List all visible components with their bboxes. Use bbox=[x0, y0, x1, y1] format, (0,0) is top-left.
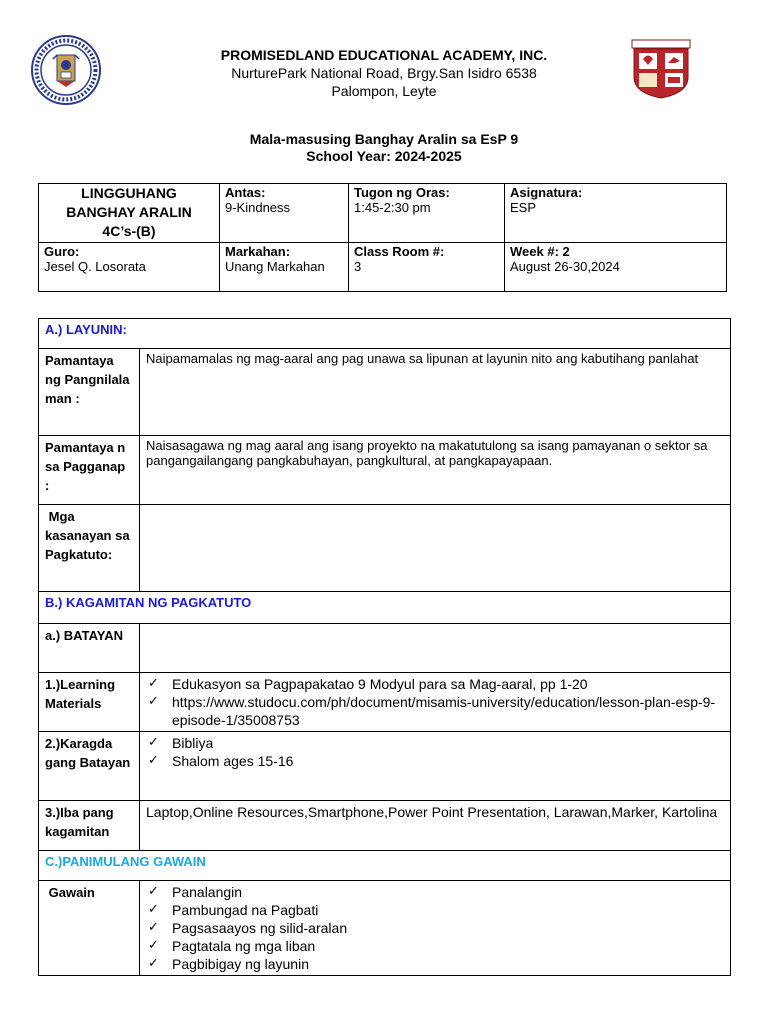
section-b-title: B.) KAGAMITAN NG PAGKATUTO bbox=[39, 592, 731, 624]
antas-label: Antas: bbox=[225, 185, 266, 200]
gawain-label: Gawain bbox=[39, 881, 140, 976]
markahan-label: Markahan: bbox=[225, 244, 291, 259]
section-b-row bbox=[39, 592, 731, 624]
learning-materials-list bbox=[146, 675, 724, 729]
iba-pang-kagamitan-row bbox=[39, 801, 731, 851]
week-label: Week #: 2 bbox=[510, 244, 570, 259]
karagdagang-list bbox=[146, 734, 724, 770]
section-a-title: A.) LAYUNIN: bbox=[39, 319, 731, 349]
plan-title-line1: Mala-masusing Banghay Aralin sa EsP 9 bbox=[249, 131, 519, 147]
antas-cell bbox=[220, 184, 349, 243]
section-c-row bbox=[39, 851, 731, 881]
plan-type-line3: 4C’s-(B) bbox=[102, 223, 156, 239]
batayan-row bbox=[39, 624, 731, 673]
asignatura-label: Asignatura: bbox=[510, 185, 583, 200]
plan-type-cell bbox=[39, 184, 220, 243]
layunin-row-value: Naipamamalas ng mag-aaral ang pag unawa sa lipunan at layunin nito ang kabutihang panlahat bbox=[140, 349, 731, 436]
school-name: PROMISEDLAND EDUCATIONAL ACADEMY, INC. bbox=[220, 47, 548, 63]
lesson-plan-table bbox=[38, 318, 731, 976]
week-value: August 26-30,2024 bbox=[510, 259, 620, 274]
classroom-cell bbox=[349, 243, 505, 292]
antas-value: 9-Kindness bbox=[225, 200, 291, 215]
tugon-label: Tugon ng Oras: bbox=[354, 185, 450, 200]
section-a-row bbox=[39, 319, 731, 349]
asignatura-cell bbox=[505, 184, 727, 243]
layunin-row bbox=[39, 505, 731, 592]
plan-title-line2: School Year: 2024-2025 bbox=[306, 148, 462, 164]
list-item: ✓ https://www.studocu.com/ph/document/misamis-university/education/lesson-plan-esp-9-episode-1/35008753 bbox=[146, 693, 724, 729]
plan-info-table bbox=[38, 183, 727, 292]
karagdagang-row bbox=[39, 732, 731, 801]
list-item: ✓ Pambungad na Pagbati bbox=[146, 901, 724, 919]
plan-title bbox=[0, 131, 768, 165]
list-item: ✓ Pagtatala ng mga liban bbox=[146, 937, 724, 955]
batayan-value bbox=[140, 624, 731, 673]
classroom-value: 3 bbox=[354, 259, 362, 274]
list-item: ✓ Bibliya bbox=[146, 734, 724, 752]
layunin-row-label: Mga kasanayan sa Pagkatuto: bbox=[39, 505, 140, 592]
layunin-row-label: Pamantaya ng Pangnilala man : bbox=[39, 349, 140, 436]
guro-label: Guro: bbox=[44, 244, 80, 259]
list-item: ✓ Pagbibigay ng layunin bbox=[146, 955, 724, 973]
guro-value: Jesel Q. Losorata bbox=[44, 259, 146, 274]
layunin-row bbox=[39, 349, 731, 436]
tugon-cell bbox=[349, 184, 505, 243]
info-row-1 bbox=[39, 184, 727, 243]
tugon-value: 1:45-2:30 pm bbox=[354, 200, 431, 215]
gawain-row bbox=[39, 881, 731, 976]
layunin-row bbox=[39, 436, 731, 505]
school-address-line2: Palompon, Leyte bbox=[331, 83, 437, 99]
gawain-list bbox=[146, 883, 724, 973]
learning-materials-row bbox=[39, 673, 731, 732]
markahan-cell bbox=[220, 243, 349, 292]
list-item: ✓ Shalom ages 15-16 bbox=[146, 752, 724, 770]
layunin-row-value: Naisasagawa ng mag aaral ang isang proyekto na makatutulong sa isang pamayanan o sektor sa pangangailangang pangkabuhayan, pangkultural, at pangkapayapaan. bbox=[140, 436, 731, 505]
asignatura-value: ESP bbox=[510, 200, 537, 215]
school-address-line1: NurturePark National Road, Brgy.San Isidro 6538 bbox=[231, 65, 537, 81]
iba-pang-kagamitan-label: 3.)Iba pang kagamitan bbox=[39, 801, 140, 851]
section-c-title: C.)PANIMULANG GAWAIN bbox=[39, 851, 731, 881]
gawain-value bbox=[140, 881, 731, 976]
learning-materials-label: 1.)Learning Materials bbox=[39, 673, 140, 732]
school-header bbox=[0, 46, 768, 100]
markahan-value: Unang Markahan bbox=[225, 259, 325, 274]
plan-type-line1: LINGGUHANG bbox=[81, 185, 177, 201]
plan-type-line2: BANGHAY ARALIN bbox=[66, 204, 192, 220]
classroom-label: Class Room #: bbox=[354, 244, 445, 259]
learning-materials-value bbox=[140, 673, 731, 732]
list-item: ✓ Panalangin bbox=[146, 883, 724, 901]
week-cell bbox=[505, 243, 727, 292]
list-item: ✓ Pagsasaayos ng silid-aralan bbox=[146, 919, 724, 937]
karagdagang-label: 2.)Karagda gang Batayan bbox=[39, 732, 140, 801]
iba-pang-kagamitan-value: Laptop,Online Resources,Smartphone,Power Point Presentation, Larawan,Marker, Kartolina bbox=[140, 801, 731, 851]
info-row-2 bbox=[39, 243, 727, 292]
guro-cell bbox=[39, 243, 220, 292]
layunin-row-label: Pamantaya n sa Pagganap : bbox=[39, 436, 140, 505]
batayan-label: a.) BATAYAN bbox=[39, 624, 140, 673]
layunin-row-value bbox=[140, 505, 731, 592]
list-item: ✓ Edukasyon sa Pagpapakatao 9 Modyul para sa Mag-aaral, pp 1-20 bbox=[146, 675, 724, 693]
karagdagang-value bbox=[140, 732, 731, 801]
